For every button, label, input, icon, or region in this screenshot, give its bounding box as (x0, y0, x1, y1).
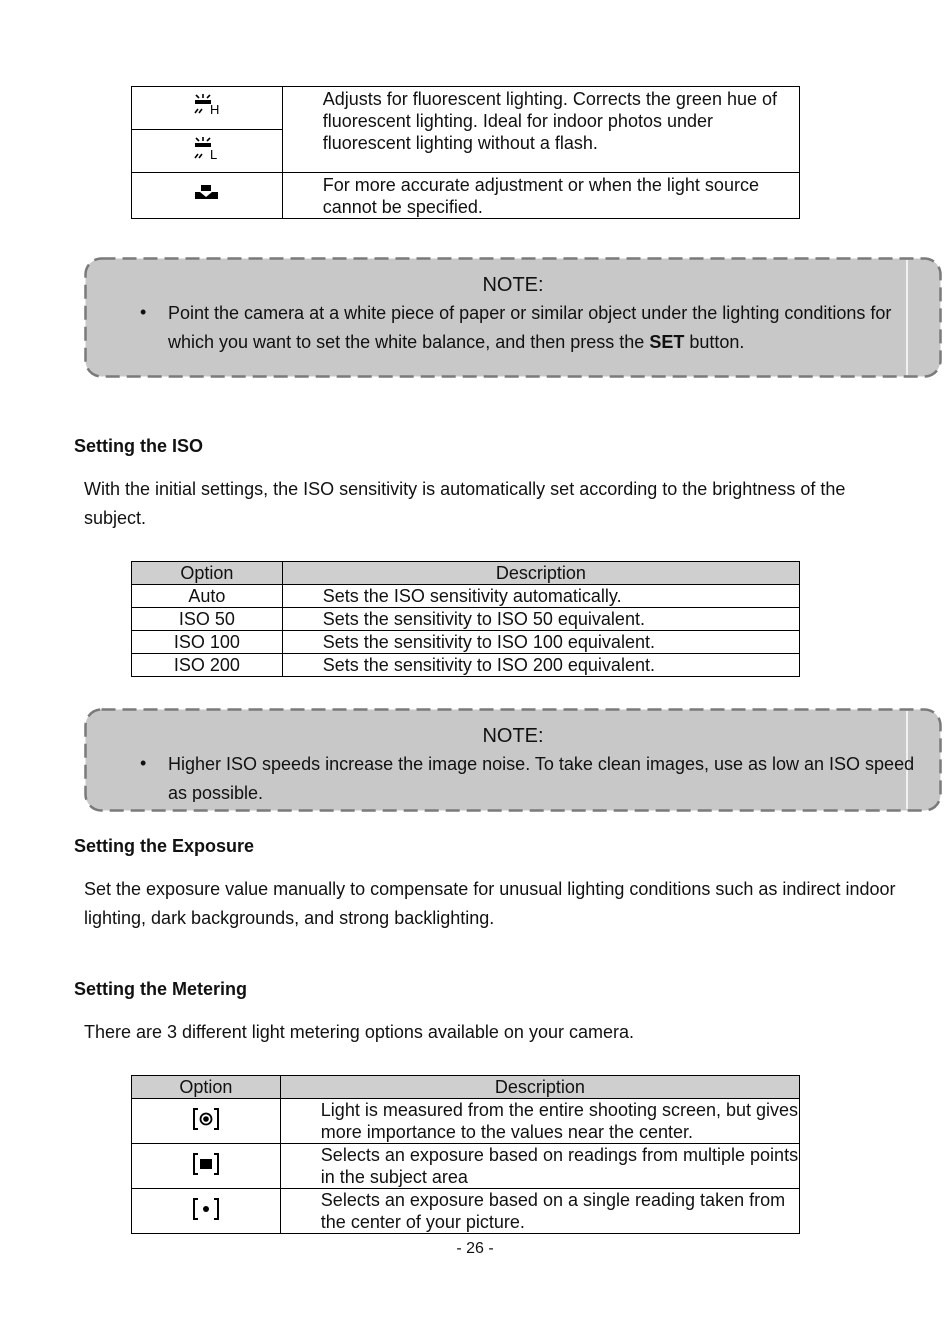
wb-description: Adjusts for fluorescent lighting. Corrects the green hue of fluorescent lighting. Ideal for indoor photos under fluorescent lighting without a flash. (282, 87, 799, 173)
description-cell: Selects an exposure based on a single reading taken from the center of your picture. (280, 1189, 799, 1234)
note-text (168, 299, 918, 357)
table-row (132, 585, 800, 608)
column-header-description: Description (282, 562, 799, 585)
column-header-option: Option (132, 562, 283, 585)
bullet: • (140, 753, 147, 773)
page-number: - 26 - (456, 1240, 494, 1257)
option-cell: Auto (132, 585, 283, 608)
multi-metering-icon (192, 1152, 220, 1176)
column-header-description: Description (280, 1076, 799, 1099)
table-row (132, 1099, 800, 1144)
fluorescent-h-icon (193, 93, 221, 119)
description-cell: Sets the sensitivity to ISO 200 equivalent. (282, 654, 799, 677)
wb-icon-cell (132, 173, 283, 219)
option-cell (132, 1099, 281, 1144)
fluorescent-l-icon (193, 136, 221, 162)
table-row (132, 1189, 800, 1234)
description-cell: Light is measured from the entire shooting screen, but gives more importance to the values near the center. (280, 1099, 799, 1144)
section-heading-iso: Setting the ISO (74, 436, 204, 456)
exposure-intro: Set the exposure value manually to compensate for unusual lighting conditions such as indirect indoor lighting, dark backgrounds, and strong backlighting. (84, 879, 896, 928)
table-row (132, 631, 800, 654)
wb-icon-cell (132, 130, 283, 173)
note-box (84, 708, 942, 812)
svg-text:H: H (209, 101, 220, 117)
wb-description: For more accurate adjustment or when the light source cannot be specified. (282, 173, 799, 219)
set-button-label: SET (649, 332, 685, 352)
description-cell: Sets the sensitivity to ISO 100 equivalent. (282, 631, 799, 654)
table-row (132, 1144, 800, 1189)
iso-table (131, 561, 800, 677)
table-row (132, 608, 800, 631)
spot-metering-icon (192, 1197, 220, 1221)
description-cell: Sets the ISO sensitivity automatically. (282, 585, 799, 608)
table-row (132, 654, 800, 677)
center-weighted-metering-icon (192, 1107, 220, 1131)
option-cell (132, 1144, 281, 1189)
iso-intro: With the initial settings, the ISO sensitivity is automatically set according to the brightness of the subject. (84, 479, 846, 528)
option-cell: ISO 200 (132, 654, 283, 677)
metering-table (131, 1075, 800, 1234)
svg-text:L: L (209, 146, 218, 162)
note-title: NOTE: (482, 274, 544, 296)
section-heading-exposure: Setting the Exposure (74, 836, 255, 856)
bullet: • (140, 302, 147, 322)
column-header-option: Option (132, 1076, 281, 1099)
note-box (84, 257, 942, 378)
description-cell: Selects an exposure based on readings from multiple points in the subject area (280, 1144, 799, 1189)
note-text: Higher ISO speeds increase the image noise. To take clean images, use as low an ISO speed as possible. (168, 754, 915, 802)
metering-intro: There are 3 different light metering options available on your camera. (84, 1022, 634, 1042)
white-balance-table (131, 86, 800, 219)
option-cell: ISO 50 (132, 608, 283, 631)
wb-icon-cell (132, 87, 283, 130)
note-title: NOTE: (482, 725, 544, 747)
note-text-part: Point the camera at a white piece of paper or similar object under the lighting conditions for which you want to set the white balance, and then press the (168, 303, 892, 352)
option-cell: ISO 100 (132, 631, 283, 654)
option-cell (132, 1189, 281, 1234)
manual-wb-icon (193, 183, 221, 203)
section-heading-metering: Setting the Metering (74, 979, 248, 999)
description-cell: Sets the sensitivity to ISO 50 equivalent. (282, 608, 799, 631)
note-text-part: button. (684, 332, 745, 352)
